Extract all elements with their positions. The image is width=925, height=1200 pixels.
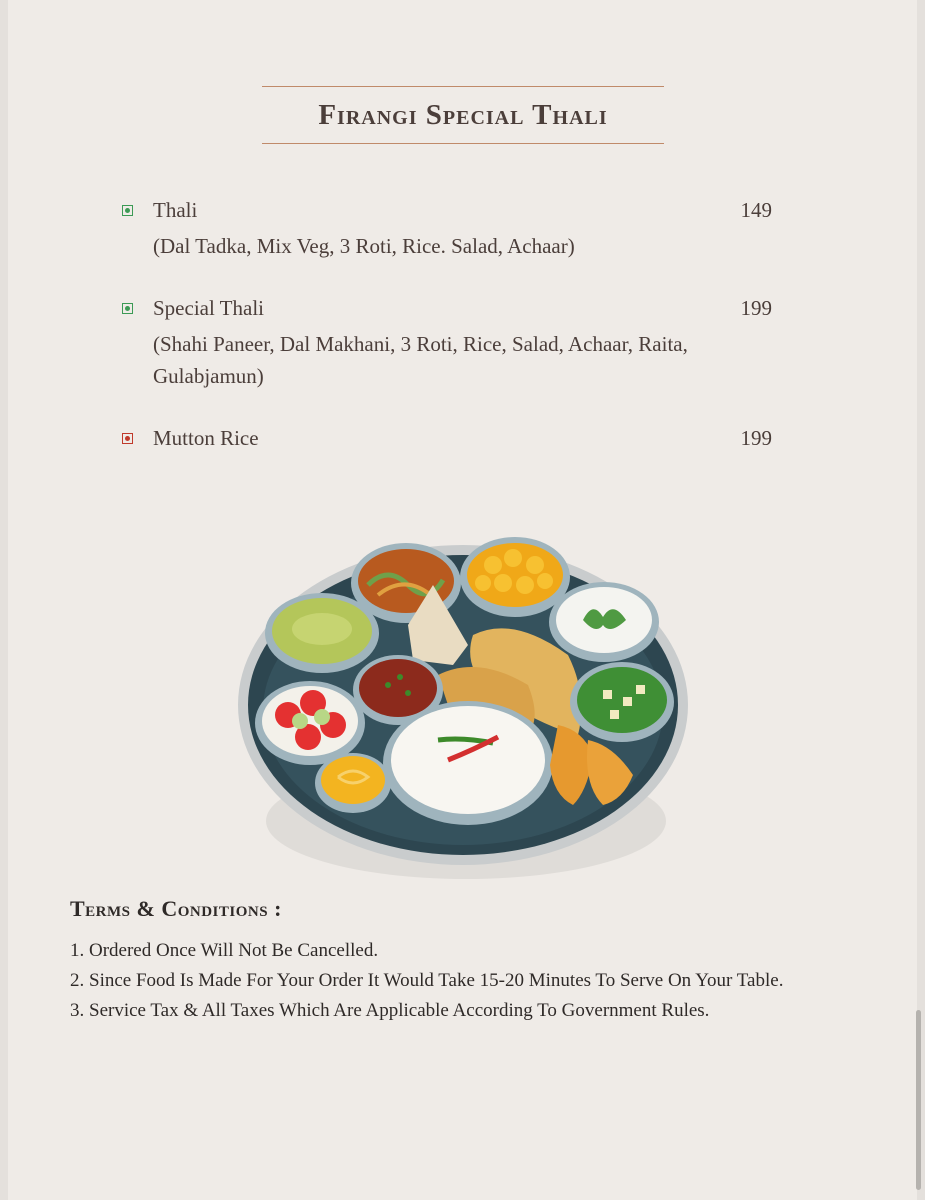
terms-list [70,936,783,1026]
veg-icon [122,303,133,314]
terms-item: 1. Ordered Once Will Not Be Cancelled. [70,940,379,961]
menu-section-header [262,86,664,144]
menu-item-price: 199 [740,426,772,450]
menu-item [122,426,772,456]
menu-item [122,296,772,388]
menu-item-name: Thali [153,198,198,222]
terms-item: 2. Since Food Is Made For Your Order It Would Take 15-20 Minutes To Serve On Your Table. [70,970,784,991]
terms-title: Terms & Conditions : [70,896,282,921]
menu-item-price: 199 [740,296,772,320]
veg-icon [122,205,133,216]
terms-item: 3. Service Tax & All Taxes Which Are Applicable According To Government Rules. [70,1000,710,1021]
thali-illustration [238,525,688,885]
non-veg-icon [122,433,133,444]
menu-item-description: (Dal Tadka, Mix Veg, 3 Roti, Rice. Salad, Achaar) [153,234,575,258]
menu-section-title: Firangi Special Thali [318,98,608,131]
menu-item [122,198,772,258]
scrollbar-thumb[interactable] [916,1010,921,1190]
menu-item-name: Mutton Rice [153,426,259,450]
menu-item-description: (Shahi Paneer, Dal Makhani, 3 Roti, Rice, Salad, Achaar, Raita, Gulabjamun) [153,332,688,388]
menu-item-price: 149 [740,198,772,222]
menu-item-name: Special Thali [153,296,264,320]
page-edge-left [0,0,8,1200]
